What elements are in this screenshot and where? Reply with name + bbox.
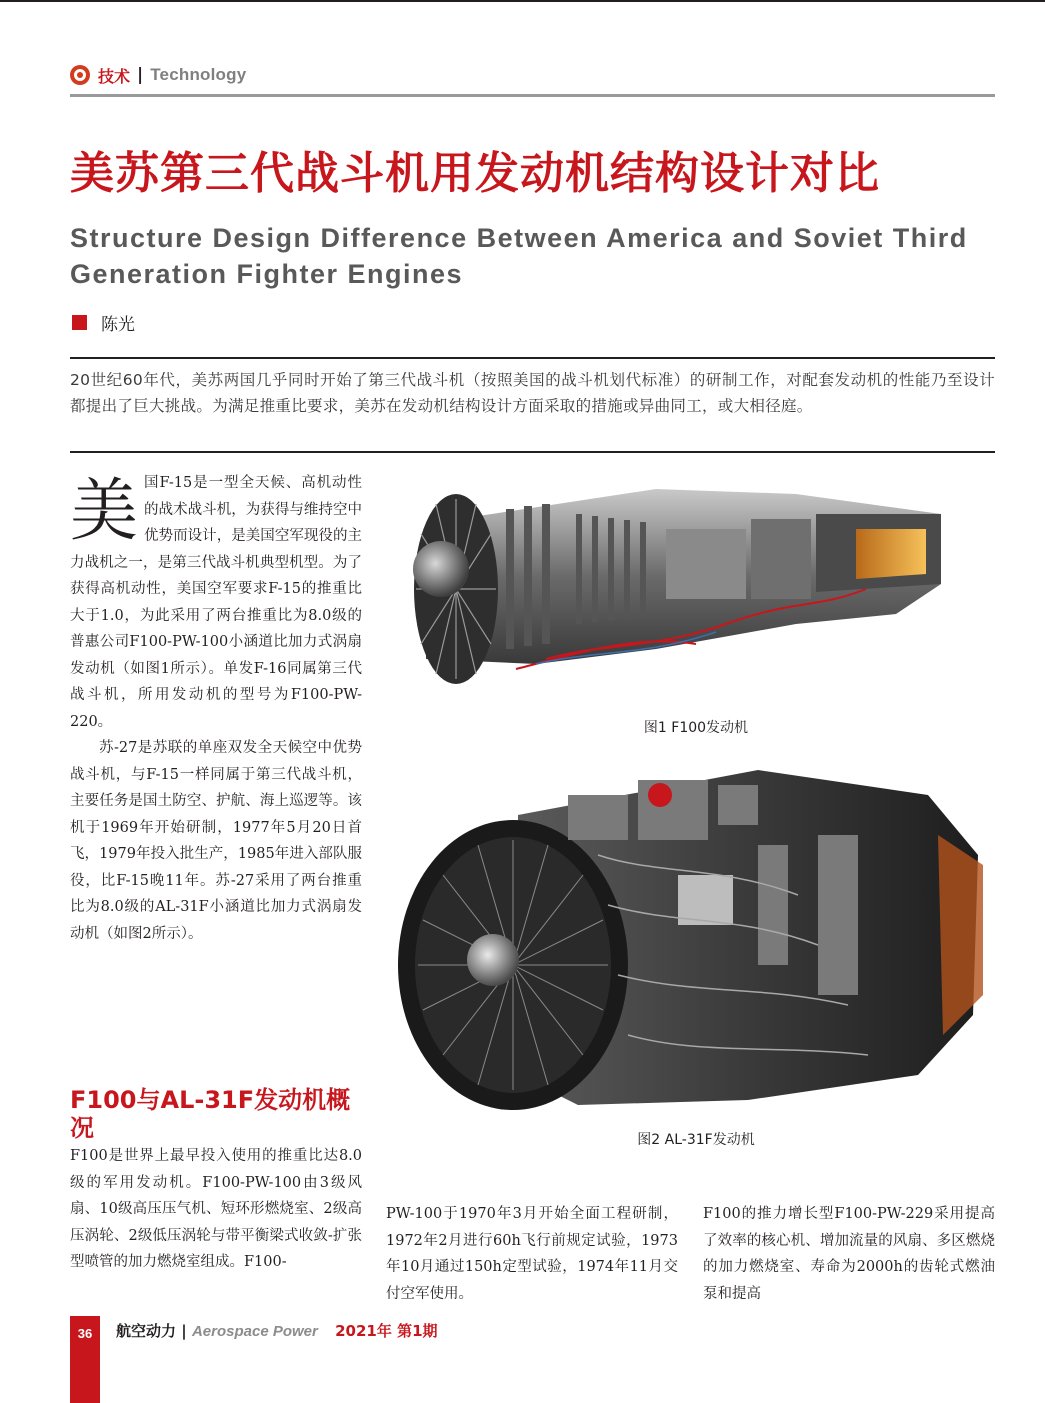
footer-journal-en: Aerospace Power [191, 1323, 318, 1340]
paragraph-3-col1: F100是世界上最早投入使用的推重比达8.0级的军用发动机。F100-PW-100由3级风扇、10级高压压气机、短环形燃烧室、2级高压涡轮、2级低压涡轮与带平衡梁式收敛-扩张型喷管的加力燃烧室组成。F100- [70, 1148, 362, 1270]
author-line [72, 310, 135, 335]
figure-1-f100-engine-image [396, 474, 956, 714]
journal-logo-icon [70, 65, 90, 85]
figure-2-caption: 图2 AL-31F发动机 [637, 1132, 755, 1148]
section-label-cn: 技术 [98, 66, 131, 86]
section-separator: | [137, 65, 144, 85]
section-label-en: Technology [150, 65, 247, 84]
author-name: 陈光 [101, 315, 135, 335]
figure-1-caption: 图1 F100发动机 [643, 720, 749, 736]
paragraph-1 [70, 470, 362, 735]
paragraph-2: 苏-27是苏联的单座双发全天候空中优势战斗机，与F-15一样同属于第三代战斗机，主要任务是国土防空、护航、海上巡逻等。该机于1969年开始研制，1977年5月20日首飞，1979年投入批生产，1985年进入部队服役，比F-15晚11年。苏-27采用了两台推重比为8.0级的AL-31F小涵道比加力式涡扇发动机（如图2所示）。 [70, 740, 362, 942]
section-header [70, 60, 246, 90]
abstract: 20世纪60年代，美苏两国几乎同时开始了第三代战斗机（按照美国的战斗机划代标准）的研制工作，对配套发动机的性能乃至设计都提出了巨大挑战。为满足推重比要求，美苏在发动机结构设计方面采取的措施或异曲同工，或大相径庭。 [70, 371, 995, 415]
abstract-rule-top [70, 357, 995, 359]
figure-2-al31f-engine-image [398, 755, 988, 1120]
article-title-en: Structure Design Difference Between America and Soviet Third Generation Fighter Engines [70, 223, 968, 289]
body-column-1 [70, 470, 362, 947]
top-rule [0, 0, 1045, 2]
footer-journal [116, 1320, 438, 1341]
paragraph-3-col3: F100的推力增长型F100-PW-229采用提高了效率的核心机、增加流量的风扇、多区燃烧的加力燃烧室、寿命为2000h的齿轮式燃油泵和提高 [703, 1206, 995, 1302]
drop-cap: 美 [70, 472, 139, 551]
footer-issue: 2021年 第1期 [335, 1322, 438, 1340]
article-title-cn: 美苏第三代战斗机用发动机结构设计对比 [70, 148, 880, 199]
author-marker-icon [72, 315, 87, 330]
footer-journal-cn: 航空动力 [116, 1322, 177, 1340]
header-rule [70, 94, 995, 97]
abstract-rule-bottom [70, 451, 995, 453]
section-heading: F100与AL-31F发动机概况 [70, 1086, 351, 1142]
paragraph-1-text: 国F-15是一型全天候、高机动性的战术战斗机，为获得与维持空中优势而设计，是美国空军现役的主力战机之一，是第三代战斗机典型机型。为了获得高机动性，美国空军要求F-15的推重比大于1.0，为此采用了两台推重比为8.0级的普惠公司F100-PW-100小涵道比加力式涡扇发动机（如图1所示）。单发F-16同属第三代战斗机，所用发动机的型号为F100-PW-220。 [70, 475, 362, 730]
paragraph-3-col2: PW-100于1970年3月开始全面工程研制，1972年2月进行60h飞行前规定试验，1973年10月通过150h定型试验，1974年11月交付空军使用。 [386, 1206, 678, 1302]
page-number: 36 [77, 1326, 93, 1341]
footer-separator: | [181, 1322, 187, 1340]
